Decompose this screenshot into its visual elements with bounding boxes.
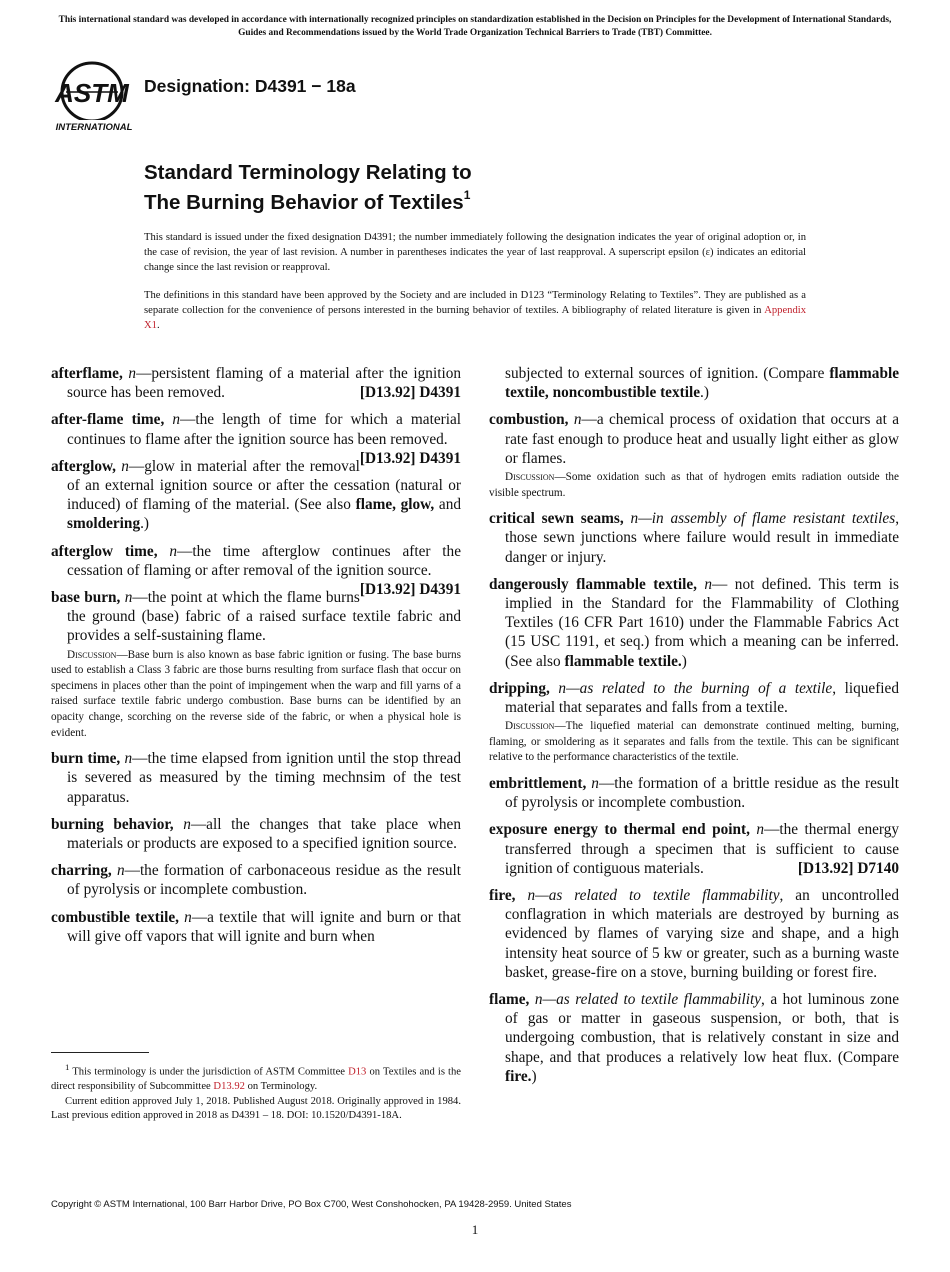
see-also-term: smoldering [67, 515, 141, 533]
context: as related to the burning of a textile [579, 679, 833, 697]
part-of-speech: n [124, 589, 133, 607]
term: flame, [489, 991, 530, 1009]
appendix-link[interactable]: Appendix X1 [144, 304, 806, 331]
term: combustible textile, [51, 908, 179, 926]
logo-text: ASTM [55, 78, 129, 108]
term: afterglow time, [51, 542, 158, 560]
definition: —the length of time for which a material continues to flame after the ignition source has been removed. [67, 411, 461, 448]
part-of-speech: n [534, 991, 543, 1009]
definition-end: .) [700, 384, 709, 402]
committee-link[interactable]: D13 [348, 1066, 367, 1078]
astm-logo [52, 58, 136, 134]
intro-paragraph-2-text: The definitions in this standard have been approved by the Society and are included in D123 “Terminology Relating to Textiles”. They are published as a separate collection for the convenience of persons interested in the burning behavior of textiles. A bibliography of related literature is given in [144, 290, 806, 316]
part-of-speech: n [116, 862, 125, 880]
entry-combustible-textile [51, 908, 461, 946]
entry-burning-behavior [51, 815, 461, 853]
compare-term: flammable textile, noncombustible textile [505, 365, 899, 402]
definition: —the time elapsed from ignition until the stop thread is severed as measured by the timing mechnsim of the test apparatus. [67, 750, 461, 806]
page-title [144, 160, 472, 215]
definition-end: ) [531, 1067, 537, 1085]
term: exposure energy to thermal end point, [489, 821, 750, 839]
definition: , a hot luminous zone of gas or matter in gaseous suspension, or both, that is undergoing combustion, that is relatively constant in size and shape, and that produces a relatively low heat flux. (Compare [505, 991, 899, 1066]
part-of-speech: n [169, 542, 178, 560]
designation: Designation: D4391 − 18a [144, 76, 356, 96]
part-of-speech: n [558, 679, 567, 697]
definition-end: ) [681, 652, 687, 670]
right-column [489, 364, 899, 1094]
title-footnote-mark: 1 [463, 188, 471, 202]
entry-combustion [489, 410, 899, 468]
context: as related to textile flammability [556, 991, 762, 1009]
title-line-1: Standard Terminology Relating to [144, 161, 472, 184]
footnote-text: This terminology is under the jurisdiction of ASTM Committee [69, 1066, 349, 1078]
term: charring, [51, 862, 112, 880]
term: burn time, [51, 750, 121, 768]
footnote-text: on Textiles and is the direct responsibility of Subcommittee [51, 1066, 461, 1093]
entry-afterflame [51, 364, 461, 402]
part-of-speech: n [756, 821, 765, 839]
definition: —the formation of carbonaceous residue as the result of pyrolysis or incomplete combustion. [67, 862, 461, 899]
definition: —a textile that will ignite and burn or that will give off vapors that will ignite and burn when [67, 908, 461, 945]
term: afterglow, [51, 457, 116, 475]
reference: [D13.92] D4391 [359, 384, 461, 402]
reference: [D13.92] D7140 [797, 859, 899, 877]
discussion-text: —The liquefied material can demonstrate continued melting, burning, flaming, or smoldering as it separates and falls from the textile. This can be significant relative to the performance characteristics of the textile. [489, 720, 899, 764]
footnote [51, 1060, 461, 1124]
entry-embrittlement [489, 774, 899, 812]
intro-paragraph-2-end: . [156, 319, 160, 331]
part-of-speech: n [527, 887, 536, 905]
entry-critical-sewn-seams: critical sewn seams, n—in assembly of flame resistant textiles, those sewn junctions where failure would result in immediate danger or injury. [489, 510, 900, 566]
reference: [D13.92] D4391 [359, 581, 461, 599]
definition: —glow in material after the removal of an external ignition source or after the cessation (natural or induced) of flaming of the material. (See also [67, 457, 461, 514]
reference: [D13.92] D4391 [359, 449, 461, 467]
discussion-dripping [489, 719, 899, 766]
discussion-label: Discussion [505, 720, 555, 733]
logo-subtext: INTERNATIONAL [55, 122, 133, 133]
definition: subjected to external sources of ignition. (Compare [505, 365, 830, 382]
discussion-text: —Some oxidation such as that of hydrogen emits radiation outside the visible spectrum. [489, 471, 899, 499]
footnote-text: on Terminology. [244, 1081, 318, 1093]
intro-paragraph-1: This standard is issued under the fixed designation D4391; the number immediately following the designation indicates the year of original adoption or, in the case of revision, the year of last revision. A number in parentheses indicates the year of last reapproval. A superscript epsilon (ε) indicates an editorial change since the last revision or reapproval. [144, 232, 806, 273]
discussion-label: Discussion [67, 648, 117, 661]
wto-notice: This international standard was developed in accordance with internationally recognized principles on standardization established in the Decision on Principles for the Development of International Standards, Guides and Recommendations issued by the World Trade Organization Technical Barriers to Trade (TBT) Committee. [58, 15, 892, 38]
term: fire, [489, 887, 516, 905]
part-of-speech: n [124, 750, 133, 768]
entry-exposure-energy [489, 820, 899, 878]
entry-afterglow [51, 457, 461, 534]
definition: , an uncontrolled conflagration in which materials are destroyed by burning as evidenced by flames of varying size and shape, and a high intensity heat source of 5 kw or greater, such as a burning waste basket, grease-fire on a stove, burning building or forest fire. [505, 887, 899, 981]
subcommittee-link[interactable]: D13.92 [213, 1081, 245, 1093]
entry-flame: flame, n—as related to textile flammability, a hot luminous zone of gas or matter in gaseous suspension, or both, that is undergoing combustion, that is relatively constant in size and shape, and that produces a relatively low heat flux. (Compare fire.) [489, 991, 899, 1085]
footnote-paragraph-1 [51, 1060, 461, 1095]
footnote-mark: 1 [65, 1062, 70, 1072]
part-of-speech: n [573, 411, 582, 429]
entry-dangerously-flammable-textile [489, 575, 899, 671]
context: as related to textile flammability [548, 887, 780, 905]
entry-fire: fire, n—as related to textile flammability, an uncontrolled conflagration in which materials are destroyed by burning as evidenced by flames of varying size and shape, and a high intensity heat source of 5 kw or greater, such as a burning waste basket, grease-fire on a stove, burning building or forest fire. [489, 887, 899, 981]
see-also-term: flame, glow, [355, 496, 435, 514]
footnote-paragraph-2: Current edition approved July 1, 2018. Published August 2018. Originally approved in 1984. Last previous edition approved in 2018 as D4391 – 18. DOI: 10.1520/D4391-18A. [51, 1095, 461, 1122]
title-line-2-text: The Burning Behavior of Textiles [144, 190, 464, 214]
entry-combustible-textile-continued [489, 364, 899, 402]
term: after-flame time, [51, 411, 165, 429]
conjunction: and [434, 496, 461, 514]
page-number: 1 [471, 1222, 479, 1237]
term: burning behavior, [51, 815, 174, 833]
definition: —the thermal energy transferred through a specimen that is sufficient to cause ignition of contiguous materials. [505, 821, 899, 877]
copyright-notice: Copyright © ASTM International, 100 Barr Harbor Drive, PO Box C700, West Conshohocken, PA 19428-2959. United States [51, 1199, 572, 1210]
definition: —a chemical process of oxidation that occurs at a rate fast enough to produce heat and usually light either as glow or flames. [505, 411, 899, 467]
term: embrittlement, [489, 775, 587, 793]
part-of-speech: n [704, 575, 713, 593]
definition: —the formation of a brittle residue as the result of pyrolysis or incomplete combustion. [505, 775, 899, 812]
discussion-combustion [489, 470, 899, 501]
intro-paragraph-2 [144, 289, 806, 333]
definition: , those sewn junctions where failure would result in immediate danger or injury. [505, 510, 900, 566]
term: dripping, [489, 679, 550, 697]
term: combustion, [489, 411, 569, 429]
part-of-speech: n [630, 510, 639, 528]
part-of-speech: n [121, 457, 129, 475]
entry-burn-time [51, 749, 461, 807]
left-column [51, 364, 461, 954]
see-also-term: flammable textile. [564, 652, 682, 670]
entry-dripping: dripping, n—as related to the burning of a textile, liquefied material that separates and falls from a textile. [489, 679, 899, 717]
discussion-base-burn [51, 648, 461, 742]
part-of-speech: n [184, 908, 192, 926]
footnote-rule [51, 1052, 149, 1053]
title-line-2 [144, 185, 472, 215]
definition-end: .) [140, 515, 150, 533]
part-of-speech: n [128, 365, 137, 382]
context: in assembly of flame resistant textiles [651, 510, 896, 528]
definition: , liquefied material that separates and falls from a textile. [505, 679, 899, 717]
part-of-speech: n [183, 815, 191, 833]
term: afterflame, [51, 365, 123, 382]
part-of-speech: n [172, 411, 181, 429]
part-of-speech: n [591, 775, 599, 793]
term: dangerously flammable textile, [489, 575, 697, 593]
term: base burn, [51, 589, 121, 607]
entry-charring [51, 861, 461, 899]
discussion-label: Discussion [505, 471, 555, 484]
definition: —all the changes that take place when materials or products are exposed to a specified ignition source. [67, 815, 461, 853]
definition: — not defined. This term is implied in the Standard for the Flammability of Clothing Textiles (16 CFR Part 1610) under the Flammable Fabrics Act (15 USC 1191, et seq.) from which a meaning can be inferred. (See also [505, 575, 899, 670]
term: critical sewn seams, [489, 510, 624, 528]
definition: —the point at which the flame burns the ground (base) fabric of a raised surface textile fabric and provides a self-sustaining flame. [67, 589, 461, 645]
definition: —persistent flaming of a material after the ignition source has been removed. [67, 365, 461, 402]
discussion-text: —Base burn is also known as base fabric ignition or fusing. The base burns used to establish a Class 3 fabric are those burns resulting from surface flash that occur on specimens in places other than the point of impingement when the warp and fill yarns of a raised surface textile fabric undergo combustion. Base burns can be identified by an opacity change, scorching on the reverse side of the fabric, or when a physical hole is evident. [51, 648, 461, 739]
compare-term: fire. [505, 1067, 532, 1085]
definition: —the time afterglow continues after the cessation of flaming or after removal of the ignition source. [67, 542, 461, 579]
